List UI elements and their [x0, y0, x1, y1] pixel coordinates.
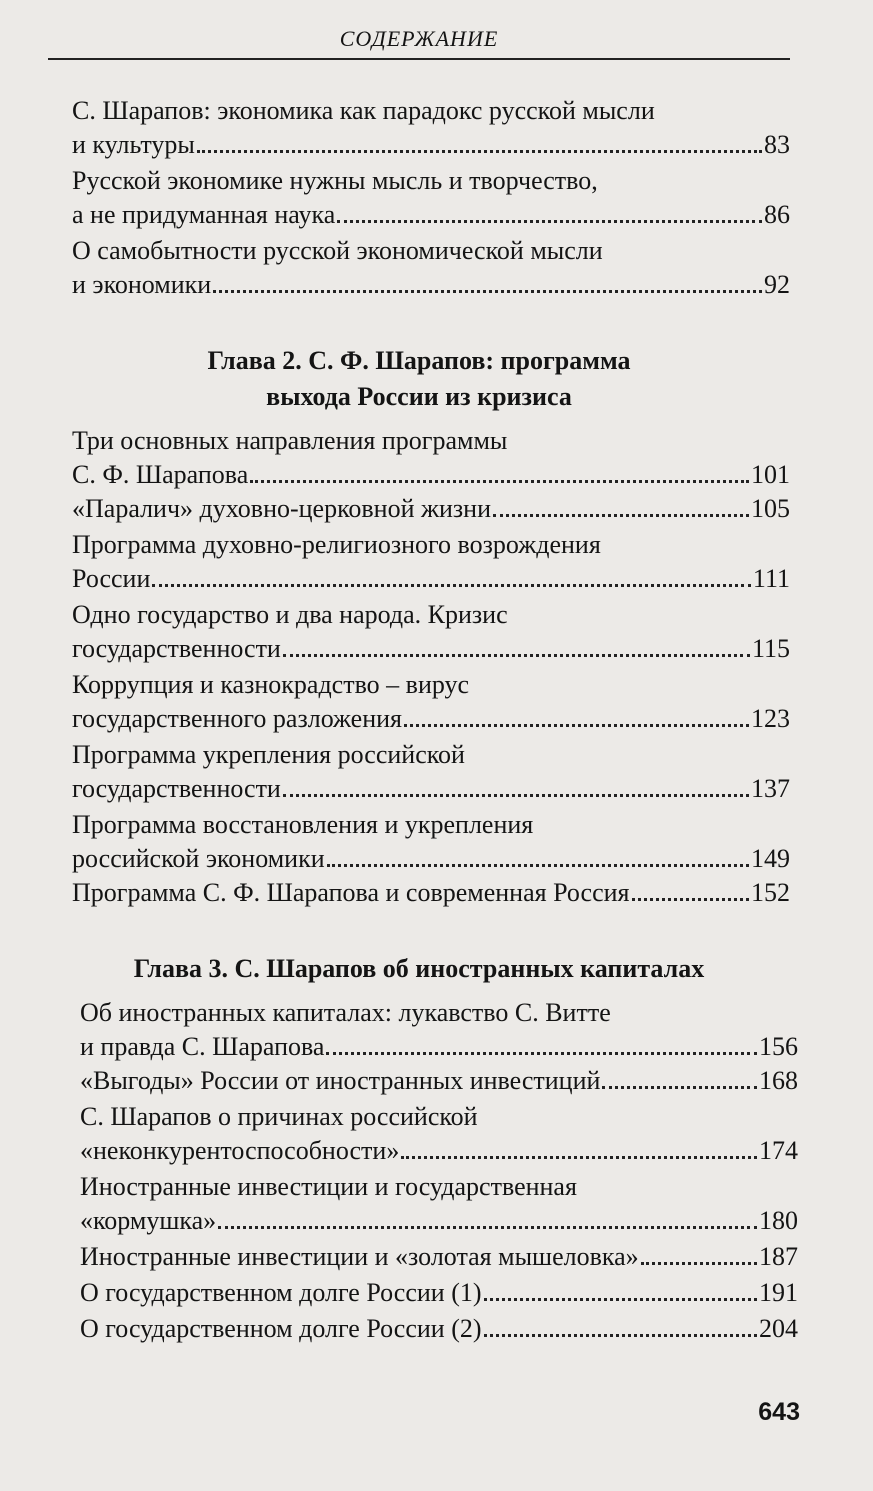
dot-leader	[632, 898, 750, 901]
dot-leader	[250, 480, 749, 483]
page-ref: 149	[751, 844, 790, 873]
chapter-title: Глава 3. С. Шарапов об иностранных капиталах	[133, 954, 705, 983]
page-ref: 180	[759, 1206, 798, 1235]
page-ref: 105	[751, 494, 790, 523]
chapter-title: Глава 2. С. Ф. Шарапов: программа	[207, 346, 631, 375]
toc-entry-line: Три основных направления программы	[72, 426, 508, 455]
page-ref: 123	[751, 704, 790, 733]
toc-entry	[72, 562, 790, 596]
toc-entry	[80, 1064, 798, 1098]
dot-leader	[641, 1262, 757, 1265]
page-ref: 191	[759, 1278, 798, 1307]
toc-entry-line: Коррупция и казнокрадство – вирус	[72, 670, 470, 699]
toc-entry-text: «неконкурентоспособности»	[80, 1136, 400, 1165]
toc-entry-line: О самобытности русской экономической мысли	[72, 236, 603, 265]
toc-entry-line: Русской экономике нужны мысль и творчество,	[72, 166, 598, 195]
toc-entry	[80, 1276, 798, 1310]
dot-leader	[327, 864, 749, 867]
page-ref: 101	[751, 460, 790, 489]
toc-entry	[72, 128, 790, 162]
toc-entry-text: О государственном долге России (1)	[80, 1278, 482, 1307]
page-ref: 83	[764, 130, 790, 159]
toc-entry-text: «Выгоды» России от иностранных инвестиций	[80, 1066, 601, 1095]
toc-entry-text: государственности	[72, 634, 281, 663]
running-head: СОДЕРЖАНИЕ	[48, 24, 790, 60]
page-ref: 174	[759, 1136, 798, 1165]
dot-leader	[152, 584, 751, 587]
toc-entry-text: российской экономики	[72, 844, 325, 873]
toc-entry-text: Иностранные инвестиции и «золотая мышеловка»	[80, 1242, 639, 1271]
page-ref: 86	[764, 200, 790, 229]
toc-entry	[80, 1312, 798, 1346]
toc-entry	[72, 458, 790, 492]
toc-entry-text: государственного разложения	[72, 704, 402, 733]
chapter-title: выхода России из кризиса	[266, 382, 572, 411]
toc-entry	[72, 268, 790, 302]
dot-leader	[484, 1334, 757, 1337]
dot-leader	[337, 220, 762, 223]
toc-entry	[72, 772, 790, 806]
toc-entry-line: Программа духовно-религиозного возрождения	[72, 530, 601, 559]
toc-entry-line: С. Шарапов: экономика как парадокс русской мысли	[72, 96, 655, 125]
toc-entry-text: а не придуманная наука	[72, 200, 336, 229]
toc-entry	[72, 842, 790, 876]
dot-leader	[484, 1298, 757, 1301]
toc-entry	[80, 1204, 798, 1238]
toc-entry	[80, 1240, 798, 1274]
toc-entry	[72, 492, 790, 526]
dot-leader	[218, 1226, 757, 1229]
page-ref: 204	[759, 1314, 798, 1343]
toc-entry-text: и экономики	[72, 270, 212, 299]
toc-entry-line: Одно государство и два народа. Кризис	[72, 600, 508, 629]
toc-entry-text: О государственном долге России (2)	[80, 1314, 482, 1343]
toc-entry	[80, 1030, 798, 1064]
page-ref: 115	[751, 634, 790, 663]
toc-entry-text: Программа С. Ф. Шарапова и современная Россия	[72, 878, 630, 907]
dot-leader	[213, 290, 762, 293]
toc-entry	[80, 1134, 798, 1168]
dot-leader	[401, 1156, 757, 1159]
page-ref: 137	[751, 774, 790, 803]
toc-entry-text: России	[72, 564, 151, 593]
toc-entry-text: «Паралич» духовно-церковной жизни	[72, 494, 491, 523]
dot-leader	[602, 1086, 757, 1089]
page-number: 643	[758, 1398, 800, 1426]
page-ref: 111	[752, 564, 790, 593]
page-ref: 168	[759, 1066, 798, 1095]
toc-entry-line: Программа восстановления и укрепления	[72, 810, 534, 839]
toc-entry	[72, 632, 790, 666]
page-ref: 152	[751, 878, 790, 907]
toc-entry-line: Программа укрепления российской	[72, 740, 465, 769]
toc-entry-line: С. Шарапов о причинах российской	[80, 1102, 478, 1131]
dot-leader	[283, 794, 749, 797]
dot-leader	[493, 514, 749, 517]
toc-entry-text: государственности	[72, 774, 281, 803]
toc-entry-line: Об иностранных капиталах: лукавство С. Витте	[80, 998, 611, 1027]
page-ref: 92	[764, 270, 790, 299]
toc-entry-text: и правда С. Шарапова	[80, 1032, 325, 1061]
toc-entry	[72, 876, 790, 910]
page-ref: 187	[759, 1242, 798, 1271]
toc-entry-text: «кормушка»	[80, 1206, 217, 1235]
dot-leader	[197, 150, 762, 153]
page-ref: 156	[759, 1032, 798, 1061]
dot-leader	[326, 1052, 757, 1055]
toc-entry-line: Иностранные инвестиции и государственная	[80, 1172, 577, 1201]
toc-entry	[72, 702, 790, 736]
toc-entry-text: и культуры	[72, 130, 195, 159]
toc-entry-text: С. Ф. Шарапова	[72, 460, 249, 489]
dot-leader	[404, 724, 749, 727]
toc-entry	[72, 198, 790, 232]
dot-leader	[283, 654, 750, 657]
